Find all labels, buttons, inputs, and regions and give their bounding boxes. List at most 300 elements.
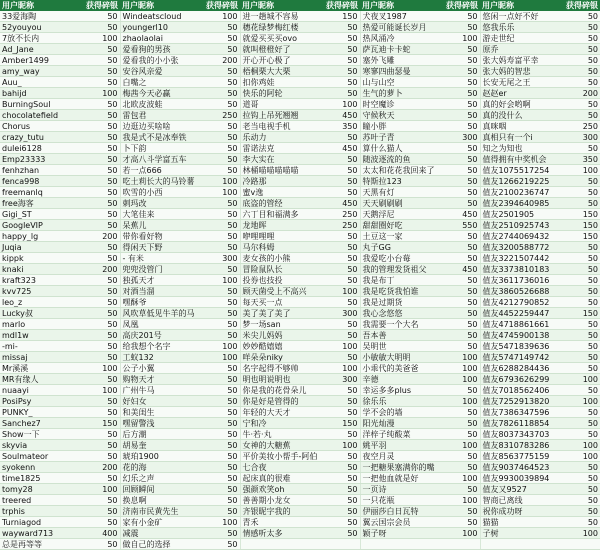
reward-value-cell: 50 <box>82 176 120 187</box>
reward-value-cell: 50 <box>442 143 480 154</box>
user-name-cell: Lucky叔 <box>0 308 82 319</box>
reward-value-cell: 50 <box>82 143 120 154</box>
user-name-cell: 花的海 <box>120 462 202 473</box>
user-name-cell: 快乐的阿轮 <box>240 88 322 99</box>
reward-value-cell: 100 <box>322 99 360 110</box>
reward-value-cell: 50 <box>442 429 480 440</box>
user-name-cell: Chorus <box>0 121 82 132</box>
user-name-cell: 换息啊 <box>120 495 202 506</box>
reward-value-cell: 50 <box>322 231 360 242</box>
reward-value-cell: 50 <box>562 33 600 44</box>
user-name-cell: 给我想个名字 <box>120 341 202 352</box>
table-row <box>0 231 600 242</box>
reward-value-cell: 50 <box>202 44 240 55</box>
reward-value-cell: 50 <box>562 341 600 352</box>
user-name-cell: 天黑有灯 <box>360 187 442 198</box>
user-name-cell: 购物天才 <box>120 374 202 385</box>
user-name-cell: 值友又9527 <box>480 484 562 495</box>
table-row <box>0 44 600 55</box>
user-name-cell: 琥珀1900 <box>120 451 202 462</box>
user-name-cell: 值友8037343703 <box>480 429 562 440</box>
reward-value-cell: 50 <box>442 418 480 429</box>
reward-value-cell: 100 <box>442 363 480 374</box>
user-name-cell: 时空魔诊 <box>360 99 442 110</box>
user-name-cell: 颖子呀 <box>360 528 442 539</box>
reward-value-cell: 100 <box>322 286 360 297</box>
user-name-cell: Amber1499 <box>0 55 82 66</box>
reward-value-cell: 100 <box>442 473 480 484</box>
user-name-cell: 值得拥有中奖机会 <box>480 154 562 165</box>
reward-value-cell: 50 <box>322 33 360 44</box>
user-name-cell: 徐乐乐 <box>360 396 442 407</box>
reward-value-cell: 50 <box>442 77 480 88</box>
user-name-cell: 年轻的大天才 <box>240 407 322 418</box>
user-name-cell: -mi- <box>0 341 82 352</box>
reward-value-cell: 150 <box>562 231 600 242</box>
reward-value-cell: 50 <box>82 440 120 451</box>
reward-value-cell: 250 <box>562 121 600 132</box>
table-row <box>0 22 600 33</box>
reward-value-cell: 50 <box>322 352 360 363</box>
reward-value-cell: 50 <box>562 77 600 88</box>
user-name-cell: 每天买一点 <box>240 297 322 308</box>
user-name-cell: 六丁目和福满多 <box>240 209 322 220</box>
reward-value-cell: 50 <box>562 44 600 55</box>
user-name-cell: 做自己的选择 <box>120 539 202 550</box>
reward-value-cell: 100 <box>82 484 120 495</box>
user-name-cell: Show一下 <box>0 429 82 440</box>
reward-value-cell: 50 <box>82 352 120 363</box>
reward-value-cell: 50 <box>202 165 240 176</box>
reward-value-cell: 100 <box>202 176 240 187</box>
reward-value-cell: 50 <box>202 88 240 99</box>
user-name-cell: nuaayi <box>0 385 82 396</box>
user-name-cell: BurningSoul <box>0 99 82 110</box>
column-header-user: 用户昵称 <box>240 0 322 11</box>
reward-value-cell: 150 <box>562 209 600 220</box>
reward-value-cell: 50 <box>202 429 240 440</box>
reward-value-cell: 50 <box>562 473 600 484</box>
reward-value-cell: 300 <box>322 374 360 385</box>
table-row <box>0 528 600 539</box>
user-name-cell: 强颜欢笑oh <box>240 484 322 495</box>
reward-value-cell: 50 <box>442 308 480 319</box>
table-row <box>0 88 600 99</box>
user-name-cell: zhaolaolai <box>120 33 202 44</box>
user-name-cell: 一只花瓶 <box>360 495 442 506</box>
reward-value-cell: 100 <box>562 396 600 407</box>
user-name-cell: 好妇女 <box>120 396 202 407</box>
user-name-cell: 投券也技投 <box>240 275 322 286</box>
user-name-cell: 梦一场san <box>240 319 322 330</box>
table-row <box>0 385 600 396</box>
reward-value-cell: 350 <box>322 121 360 132</box>
reward-value-cell: 100 <box>202 187 240 198</box>
reward-value-cell: 50 <box>442 506 480 517</box>
reward-value-cell: 50 <box>562 462 600 473</box>
reward-value-cell: 50 <box>442 55 480 66</box>
user-name-cell: 对酒当溜 <box>120 286 202 297</box>
user-name-cell: 穗花绿梦梅红楼 <box>240 22 322 33</box>
user-name-cell: 平价美妆小帮手-阿伯 <box>240 451 322 462</box>
reward-value-cell: 50 <box>202 231 240 242</box>
table-row <box>0 451 600 462</box>
user-name-cell: 名字起得不够帅 <box>240 363 322 374</box>
user-name-cell: 减震 <box>120 528 202 539</box>
user-name-cell: 兜兜没管门 <box>120 264 202 275</box>
reward-value-cell: 200 <box>562 88 600 99</box>
user-name-cell: 后方潮 <box>120 429 202 440</box>
user-name-cell: 值友2100236747 <box>480 187 562 198</box>
user-name-cell: 张大妈寿富平幸 <box>480 55 562 66</box>
reward-value-cell: 50 <box>442 407 480 418</box>
reward-value-cell: 50 <box>562 495 600 506</box>
reward-value-cell: 50 <box>442 231 480 242</box>
reward-value-cell: 50 <box>82 297 120 308</box>
table-row <box>0 121 600 132</box>
reward-value-cell: 50 <box>322 495 360 506</box>
user-name-cell: 智商已离线 <box>480 495 562 506</box>
reward-value-cell: 150 <box>82 418 120 429</box>
user-name-cell: 老当电视手机 <box>240 121 322 132</box>
user-name-cell: 吃土莉长大的马铃薯 <box>120 176 202 187</box>
reward-value-cell: 100 <box>562 528 600 539</box>
reward-value-cell: 200 <box>82 231 120 242</box>
reward-value-cell: 50 <box>322 473 360 484</box>
user-name-cell: 龙地晖 <box>240 220 322 231</box>
table-row <box>0 341 600 352</box>
user-name-cell: 张大妈的智悲 <box>480 66 562 77</box>
reward-value-cell: 50 <box>202 143 240 154</box>
reward-value-cell: 50 <box>562 99 600 110</box>
user-name-cell <box>360 539 442 550</box>
reward-value-cell: 50 <box>202 154 240 165</box>
user-name-cell: 值友3860526688 <box>480 286 562 297</box>
reward-value-cell: 50 <box>202 264 240 275</box>
user-name-cell: Sanchez7 <box>0 418 82 429</box>
reward-value-cell: 50 <box>82 275 120 286</box>
user-name-cell: 长安无尾之王 <box>480 77 562 88</box>
user-name-cell: PUNKY_ <box>0 407 82 418</box>
reward-value-cell: 50 <box>322 396 360 407</box>
reward-value-cell: 250 <box>322 220 360 231</box>
column-header-reward: 获得碎银 <box>562 0 600 11</box>
user-name-cell <box>240 539 322 550</box>
reward-value-cell: 50 <box>442 253 480 264</box>
reward-value-cell: 50 <box>82 187 120 198</box>
user-name-cell: 我的管理发货祖父 <box>360 264 442 275</box>
user-name-cell: 小乖代的美爸爸 <box>360 363 442 374</box>
reward-value-cell: 50 <box>562 506 600 517</box>
user-name-cell: 游走世纪 <box>480 33 562 44</box>
reward-value-cell: 50 <box>562 429 600 440</box>
user-name-cell: 7放不长内 <box>0 33 82 44</box>
user-name-cell: 值友3221507442 <box>480 253 562 264</box>
user-name-cell: 猫猫 <box>480 517 562 528</box>
user-name-cell: 值友7252913820 <box>480 396 562 407</box>
user-name-cell: Soulmateor <box>0 451 82 462</box>
user-name-cell: 卜下韵 <box>120 143 202 154</box>
user-name-cell: 带你看好物 <box>120 231 202 242</box>
user-name-cell: 美了美了美了 <box>240 308 322 319</box>
user-name-cell: 瞳小胖 <box>360 121 442 132</box>
user-name-cell: happy_lg <box>0 231 82 242</box>
reward-value-cell: 50 <box>202 297 240 308</box>
reward-value-cell: 50 <box>82 330 120 341</box>
table-row <box>0 484 600 495</box>
user-name-cell: Turniagod <box>0 517 82 528</box>
reward-value-cell: 100 <box>202 11 240 22</box>
reward-value-cell: 50 <box>442 385 480 396</box>
reward-value-cell: 50 <box>322 253 360 264</box>
user-name-cell: 胡易奎 <box>120 440 202 451</box>
user-name-cell: Windeatscloud <box>120 11 202 22</box>
reward-value-cell: 50 <box>562 418 600 429</box>
reward-value-cell: 50 <box>202 539 240 550</box>
reward-value-cell: 50 <box>322 506 360 517</box>
user-name-cell: 天天刷刷刷 <box>360 198 442 209</box>
reward-value-cell: 250 <box>202 110 240 121</box>
table-row <box>0 55 600 66</box>
user-name-cell: 值友5747149742 <box>480 352 562 363</box>
user-name-cell: 值友2394640985 <box>480 198 562 209</box>
user-name-cell: 幻乐之声 <box>120 473 202 484</box>
user-name-cell: fenca998 <box>0 176 82 187</box>
table-row <box>0 77 600 88</box>
table-body <box>0 11 600 550</box>
reward-value-cell: 50 <box>202 308 240 319</box>
user-name-cell: 值友6288284436 <box>480 363 562 374</box>
reward-value-cell: 50 <box>442 286 480 297</box>
reward-value-cell: 50 <box>562 385 600 396</box>
reward-value-cell: 50 <box>82 22 120 33</box>
reward-value-cell: 150 <box>562 308 600 319</box>
column-header-user: 用户昵称 <box>120 0 202 11</box>
user-name-cell: 和美闺生 <box>120 407 202 418</box>
user-name-cell: Ad_Jane <box>0 44 82 55</box>
user-name-cell: 边逛边买啥啥 <box>120 121 202 132</box>
user-name-cell: 情感听太多 <box>240 528 322 539</box>
user-name-cell: 阳光灿漫 <box>360 418 442 429</box>
reward-value-cell: 50 <box>82 495 120 506</box>
reward-value-cell: 50 <box>442 517 480 528</box>
table-row <box>0 253 600 264</box>
reward-value-cell: 100 <box>202 341 240 352</box>
user-name-cell: 我是过期货 <box>360 297 442 308</box>
user-name-cell: 米尖儿妈妈 <box>240 330 322 341</box>
reward-value-cell: 50 <box>442 187 480 198</box>
user-name-cell: 道哥 <box>240 99 322 110</box>
user-name-cell: 天鹅浮尼 <box>360 209 442 220</box>
table-row <box>0 506 600 517</box>
reward-value-cell: 50 <box>82 121 120 132</box>
user-name-cell: fenhzhan <box>0 165 82 176</box>
user-name-cell: time1825 <box>0 473 82 484</box>
table-row <box>0 132 600 143</box>
user-name-cell: 原乔 <box>480 44 562 55</box>
user-name-cell: 齐银昵字我的 <box>240 506 322 517</box>
reward-value-cell: 50 <box>442 242 480 253</box>
reward-value-cell: 50 <box>202 132 240 143</box>
user-name-cell: 甜甜圈好吃 <box>360 220 442 231</box>
reward-value-cell: 100 <box>82 33 120 44</box>
user-name-cell: 麦女孩的小熊 <box>240 253 322 264</box>
reward-value-cell: 50 <box>442 110 480 121</box>
reward-value-cell: 50 <box>82 517 120 528</box>
user-name-cell: free海客 <box>0 198 82 209</box>
reward-value-cell: 50 <box>562 11 600 22</box>
user-name-cell: 一把糖果塞满你的嘴 <box>360 462 442 473</box>
user-name-cell: 悠闲一点好不好 <box>480 11 562 22</box>
user-name-cell: 咿哩哩哩 <box>240 231 322 242</box>
reward-value-cell: 50 <box>82 308 120 319</box>
user-name-cell: 算什么猫人 <box>360 143 442 154</box>
user-name-cell: 大笔佳来 <box>120 209 202 220</box>
user-name-cell: 我爱吃小台莓 <box>360 253 442 264</box>
user-name-cell: 学不会的墙 <box>360 407 442 418</box>
user-name-cell: 热风涌冷 <box>360 33 442 44</box>
reward-value-cell: 50 <box>442 121 480 132</box>
reward-value-cell: 100 <box>202 517 240 528</box>
reward-value-cell: 50 <box>322 242 360 253</box>
reward-value-cell: 50 <box>202 220 240 231</box>
user-name-cell: 子树 <box>480 528 562 539</box>
table-row <box>0 187 600 198</box>
reward-value-cell: 50 <box>442 165 480 176</box>
reward-value-cell: 300 <box>322 308 360 319</box>
reward-value-cell: 50 <box>202 495 240 506</box>
table-row <box>0 517 600 528</box>
reward-value-cell: 50 <box>202 462 240 473</box>
user-name-cell: 值友8310783286 <box>480 440 562 451</box>
reward-value-cell: 100 <box>322 440 360 451</box>
reward-value-cell: 50 <box>442 66 480 77</box>
user-name-cell: 土豆这一家 <box>360 231 442 242</box>
user-name-cell: 总是再等等 <box>0 539 82 550</box>
reward-value-cell: 50 <box>442 11 480 22</box>
table-row <box>0 209 600 220</box>
user-name-cell: 开心开心极了 <box>240 55 322 66</box>
user-name-cell: 值友4718861661 <box>480 319 562 330</box>
reward-value-cell: 50 <box>202 396 240 407</box>
reward-value-cell: 50 <box>442 297 480 308</box>
table-row <box>0 407 600 418</box>
user-name-cell: kippk <box>0 253 82 264</box>
user-name-cell: 吴明世 <box>360 341 442 352</box>
table-row <box>0 264 600 275</box>
reward-value-cell: 50 <box>562 198 600 209</box>
reward-value-cell: 50 <box>322 132 360 143</box>
user-name-cell: 我是布丁 <box>360 275 442 286</box>
user-name-cell: - 有米 <box>120 253 202 264</box>
reward-value-cell <box>442 539 480 550</box>
user-name-cell: 我是吃货我怕谁 <box>360 286 442 297</box>
user-name-cell: 刺玛改 <box>120 198 202 209</box>
reward-value-cell: 100 <box>202 275 240 286</box>
table-row <box>0 462 600 473</box>
user-name-cell: 扣你鸡娃 <box>240 77 322 88</box>
user-name-cell: 雷诺法克 <box>240 143 322 154</box>
reward-value-cell: 100 <box>442 374 480 385</box>
user-name-cell: 丸子GG <box>360 242 442 253</box>
user-name-cell: 七合夜 <box>240 462 322 473</box>
user-name-cell: trphis <box>0 506 82 517</box>
user-name-cell: PosiPsy <box>0 396 82 407</box>
reward-value-cell: 100 <box>442 33 480 44</box>
user-name-cell: skyvia <box>0 440 82 451</box>
user-name-cell: MR有缘人 <box>0 374 82 385</box>
reward-value-cell: 50 <box>562 110 600 121</box>
reward-value-cell: 50 <box>202 209 240 220</box>
user-name-cell: youngerl10 <box>120 22 202 33</box>
table-row <box>0 286 600 297</box>
reward-value-cell: 50 <box>82 44 120 55</box>
user-name-cell: dulei6128 <box>0 143 82 154</box>
user-name-cell: wayward713 <box>0 528 82 539</box>
reward-value-cell: 50 <box>562 187 600 198</box>
reward-value-cell: 50 <box>322 429 360 440</box>
user-name-cell: 高庆201号 <box>120 330 202 341</box>
user-name-cell: Emp23333 <box>0 154 82 165</box>
reward-value-cell: 50 <box>322 154 360 165</box>
user-name-cell: 吹雪的小西 <box>120 187 202 198</box>
reward-value-cell: 50 <box>322 187 360 198</box>
reward-value-cell: 50 <box>82 11 120 22</box>
user-name-cell: 李大实在 <box>240 154 322 165</box>
user-name-cell: 爱看狗的男孩 <box>120 44 202 55</box>
user-name-cell: 广州牛马 <box>120 385 202 396</box>
column-header-reward: 获得碎银 <box>322 0 360 11</box>
user-name-cell: 进一趟城不容易 <box>240 11 322 22</box>
user-name-cell: 值友7826118854 <box>480 418 562 429</box>
user-name-cell: 回顾瞬间 <box>120 484 202 495</box>
reward-value-cell: 50 <box>442 275 480 286</box>
table-row <box>0 418 600 429</box>
table-row <box>0 473 600 484</box>
reward-value-cell: 50 <box>202 33 240 44</box>
user-name-cell: 咩朵朵niky <box>240 352 322 363</box>
table-row <box>0 352 600 363</box>
reward-value-cell: 50 <box>322 176 360 187</box>
table-row <box>0 33 600 44</box>
reward-value-cell: 50 <box>82 198 120 209</box>
reward-value-cell: 50 <box>202 528 240 539</box>
reward-value-cell: 50 <box>442 154 480 165</box>
column-header-user: 用户昵称 <box>360 0 442 11</box>
reward-value-cell: 50 <box>322 264 360 275</box>
reward-value-cell: 50 <box>202 451 240 462</box>
table-row <box>0 220 600 231</box>
reward-value-cell: 450 <box>322 198 360 209</box>
reward-value-cell: 50 <box>562 143 600 154</box>
user-name-cell: 才高八斗学富五车 <box>120 154 202 165</box>
user-name-cell: 你是我的花骨朵儿 <box>240 385 322 396</box>
user-name-cell: 真的没什么 <box>480 110 562 121</box>
user-name-cell: marlo <box>0 319 82 330</box>
user-name-cell: 凤凰 <box>120 319 202 330</box>
reward-value-cell: 50 <box>202 363 240 374</box>
reward-value-cell: 350 <box>562 154 600 165</box>
reward-value-cell: 50 <box>202 319 240 330</box>
user-name-cell: 我是式不是冰奉铁 <box>120 132 202 143</box>
user-name-cell: 值友1075517254 <box>480 165 562 176</box>
reward-value-cell: 50 <box>442 319 480 330</box>
user-name-cell: 林桶喵喵喵喵喵 <box>240 165 322 176</box>
user-name-cell: 值友3200588772 <box>480 242 562 253</box>
user-name-cell: 梅茜今天必赢 <box>120 88 202 99</box>
reward-value-cell: 100 <box>202 352 240 363</box>
user-name-cell: 嘿酥爷 <box>120 297 202 308</box>
